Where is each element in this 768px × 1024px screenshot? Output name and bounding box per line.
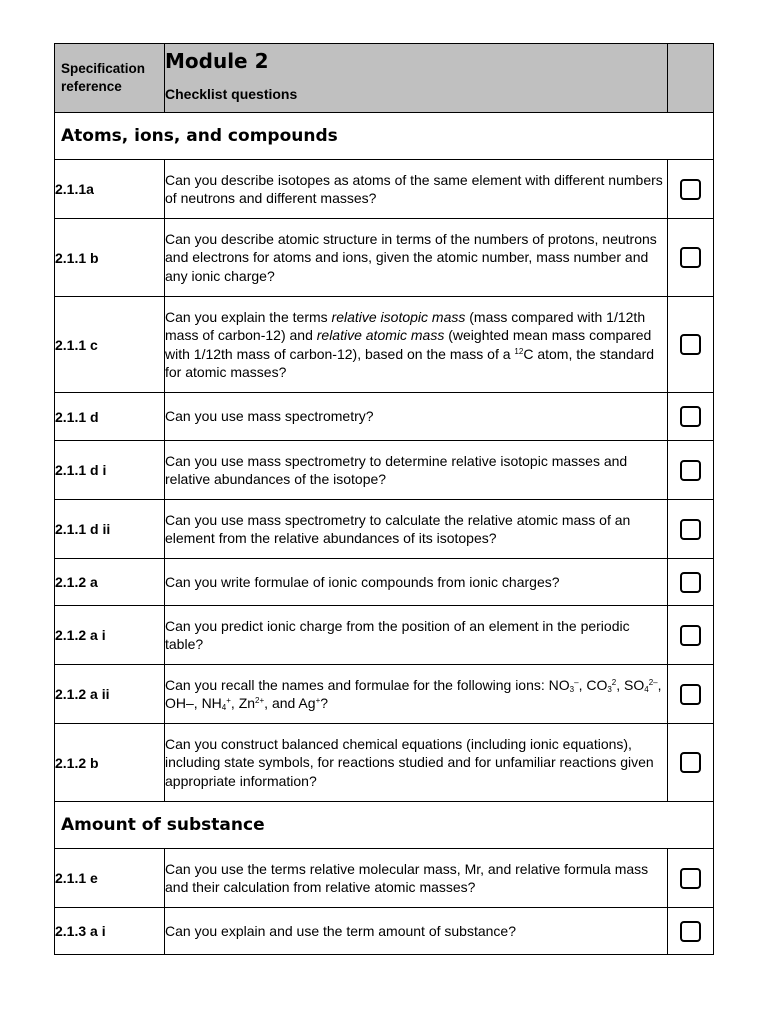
checkbox[interactable] <box>680 179 701 200</box>
checkbox-cell <box>668 849 714 908</box>
spec-ref: 2.1.2 b <box>55 724 165 802</box>
checklist-table <box>54 43 714 955</box>
superscript: + <box>315 696 321 705</box>
subscript: 3 <box>569 684 575 694</box>
table-row <box>55 393 714 441</box>
checkbox[interactable] <box>680 519 701 540</box>
spec-ref: 2.1.1 d ii <box>55 500 165 559</box>
table-row <box>55 297 714 393</box>
subscript: 4 <box>644 684 649 694</box>
checkbox[interactable] <box>680 868 701 889</box>
section-title: Atoms, ions, and compounds <box>61 126 338 146</box>
spec-ref: 2.1.2 a ii <box>55 665 165 724</box>
spec-ref: 2.1.3 a i <box>55 908 165 955</box>
table-header-row <box>55 44 714 113</box>
spec-ref: 2.1.1 c <box>55 297 165 393</box>
checkbox-header-cell <box>668 44 714 113</box>
question-text-part: (mass compared with 1/12th mass of carbon-12) and <box>165 308 646 343</box>
checkbox[interactable] <box>680 460 701 481</box>
question-text: Can you use mass spectrometry to calculate the relative atomic mass of an element from the relative abundances of its isotopes? <box>165 500 668 559</box>
spec-ref: 2.1.1a <box>55 160 165 219</box>
question-text: Can you write formulae of ionic compounds from ionic charges? <box>165 559 668 606</box>
question-text: Can you predict ionic charge from the position of an element in the periodic table? <box>165 606 668 665</box>
checkbox[interactable] <box>680 684 701 705</box>
question-text-part: , and Ag <box>264 695 316 711</box>
table-row <box>55 219 714 297</box>
question-text-part: (weighted mean mass compared with 1/12th mass of carbon-12), based on the mass of a <box>165 327 652 362</box>
question-text: Can you use the terms relative molecular mass, Mr, and relative formula mass and their calculation from relative atomic masses? <box>165 849 668 908</box>
section-title: Amount of substance <box>61 815 265 835</box>
checkbox-cell <box>668 297 714 393</box>
spec-ref-header-cell <box>55 44 165 113</box>
checkbox-cell <box>668 500 714 559</box>
superscript: 2– <box>648 677 658 687</box>
question-text <box>165 297 668 393</box>
spec-ref: 2.1.1 b <box>55 219 165 297</box>
question-term-italic: relative atomic mass <box>316 327 445 343</box>
table-row <box>55 908 714 955</box>
subscript: 3 <box>607 684 612 694</box>
checkbox[interactable] <box>680 625 701 646</box>
spec-ref-label: Specification reference <box>61 61 146 94</box>
checkbox-cell <box>668 724 714 802</box>
checkbox-cell <box>668 559 714 606</box>
section-heading-cell <box>55 802 714 849</box>
module-header-cell <box>165 44 668 113</box>
checkbox-cell <box>668 665 714 724</box>
spec-ref: 2.1.2 a i <box>55 606 165 665</box>
checkbox[interactable] <box>680 752 701 773</box>
checklist-questions-label: Checklist questions <box>165 86 298 102</box>
question-text <box>165 665 668 724</box>
question-term-italic: relative isotopic mass <box>331 308 466 325</box>
section-row-atoms <box>55 113 714 160</box>
superscript: 12 <box>514 346 524 356</box>
table-row <box>55 849 714 908</box>
question-text: Can you construct balanced chemical equations (including ionic equations), including state symbols, for reactions studied and for unfamiliar reactions given appropriate information? <box>165 724 668 802</box>
spec-ref: 2.1.1 d <box>55 393 165 441</box>
question-text-part: , CO <box>578 676 608 693</box>
table-row <box>55 559 714 606</box>
checkbox-cell <box>668 219 714 297</box>
question-text-part: C atom, the standard for atomic masses? <box>165 345 655 380</box>
superscript: + <box>226 696 231 705</box>
checkbox-cell <box>668 908 714 955</box>
superscript: 2+ <box>255 696 265 705</box>
subscript: 4 <box>221 703 227 712</box>
question-text: Can you describe atomic structure in terms of the numbers of protons, neutrons and electrons for atoms and ions, given the atomic number, mass number and any ionic charge? <box>165 219 668 297</box>
question-text-part: Can you recall the names and formulae for the following ions: NO <box>165 676 570 693</box>
question-text-part: ? <box>320 695 329 711</box>
table-row <box>55 606 714 665</box>
module-title: Module 2 <box>165 49 269 73</box>
spec-ref: 2.1.1 d i <box>55 441 165 500</box>
table-row <box>55 160 714 219</box>
spec-ref: 2.1.1 e <box>55 849 165 908</box>
checkbox-cell <box>668 606 714 665</box>
question-text: Can you use mass spectrometry to determine relative isotopic masses and relative abundances of the isotope? <box>165 441 668 500</box>
question-text-part: , SO <box>616 676 645 693</box>
question-text-part: Can you explain the terms <box>165 308 332 325</box>
question-text-part: , Zn <box>230 695 256 711</box>
superscript: 2 <box>611 677 617 687</box>
table-row <box>55 665 714 724</box>
section-heading-cell <box>55 113 714 160</box>
checkbox-cell <box>668 393 714 441</box>
section-row-amount <box>55 802 714 849</box>
checkbox[interactable] <box>680 334 701 355</box>
checkbox-cell <box>668 441 714 500</box>
checkbox[interactable] <box>680 406 701 427</box>
spec-ref: 2.1.2 a <box>55 559 165 606</box>
question-text: Can you describe isotopes as atoms of the same element with different numbers of neutrons and different masses? <box>165 160 668 219</box>
checkbox[interactable] <box>680 247 701 268</box>
question-text: Can you explain and use the term amount of substance? <box>165 908 668 955</box>
question-text-part: , OH–, NH <box>165 676 662 711</box>
table-row <box>55 724 714 802</box>
table-row <box>55 441 714 500</box>
question-text: Can you use mass spectrometry? <box>165 393 668 441</box>
table-row <box>55 500 714 559</box>
checkbox[interactable] <box>680 572 701 593</box>
checkbox-cell <box>668 160 714 219</box>
superscript: – <box>574 677 579 687</box>
checkbox[interactable] <box>680 921 701 942</box>
